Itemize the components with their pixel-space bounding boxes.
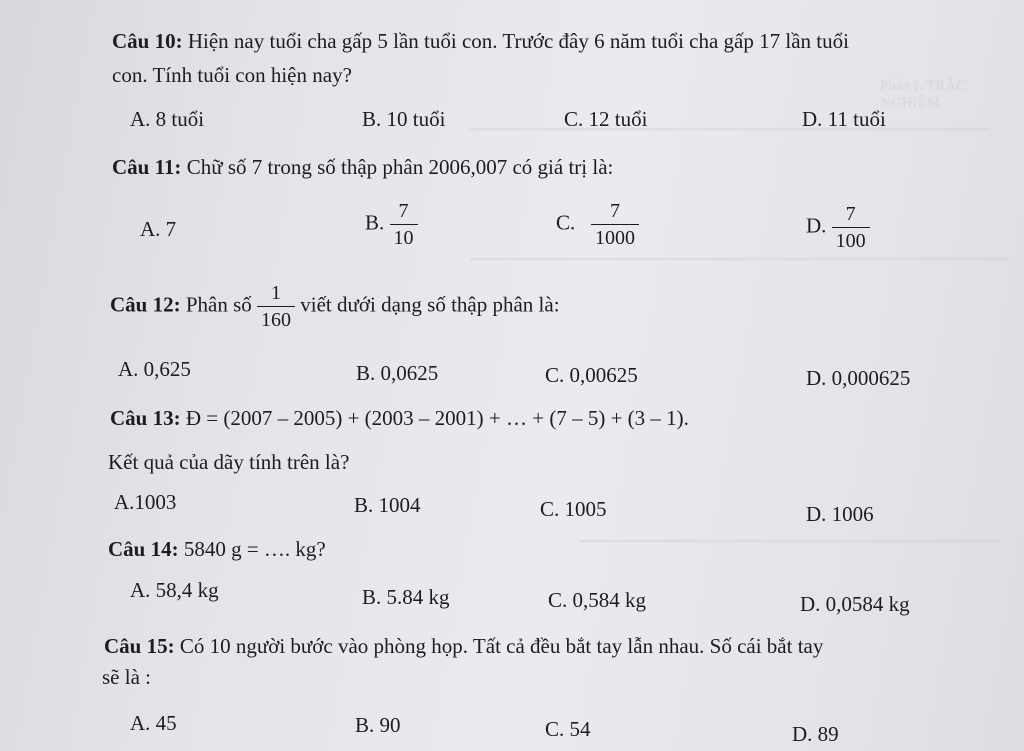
fraction-denominator: 1000 bbox=[591, 224, 639, 249]
question-15-line-1 bbox=[104, 635, 823, 658]
q12-option-c: C. 0,00625 bbox=[545, 363, 638, 387]
q10-option-a: A. 8 tuổi bbox=[130, 107, 205, 131]
question-11-text: Chữ số 7 trong số thập phân 2006,007 có giá trị là: bbox=[181, 155, 614, 179]
show-through-text: Phần I. TRẮC NGHIỆM bbox=[880, 78, 966, 111]
fraction-denominator: 160 bbox=[257, 306, 295, 331]
q11-option-a: A. 7 bbox=[140, 217, 177, 241]
question-10-label: Câu 10: bbox=[112, 29, 183, 53]
question-14-line bbox=[108, 538, 326, 561]
q14-option-d: D. 0,0584 kg bbox=[800, 592, 910, 616]
question-15-line-2: sẽ là : bbox=[102, 665, 151, 689]
q12-option-b: B. 0,0625 bbox=[356, 361, 439, 385]
q10-option-b: B. 10 tuổi bbox=[362, 107, 446, 131]
q11-option-b bbox=[365, 200, 418, 249]
q13-option-a: A.1003 bbox=[114, 490, 177, 514]
q11-option-d bbox=[806, 203, 870, 252]
show-through-text bbox=[580, 540, 1000, 542]
fraction-denominator: 10 bbox=[390, 224, 418, 249]
q10-option-d: D. 11 tuổi bbox=[802, 107, 886, 131]
question-12-fraction bbox=[257, 282, 295, 331]
q12-option-a: A. 0,625 bbox=[118, 357, 191, 381]
q10-option-c: C. 12 tuổi bbox=[564, 107, 648, 131]
q14-option-a: A. 58,4 kg bbox=[130, 578, 219, 602]
question-13-line-2: Kết quả của dãy tính trên là? bbox=[108, 450, 350, 474]
question-10-text: Hiện nay tuổi cha gấp 5 lần tuổi con. Trước đây 6 năm tuổi cha gấp 17 lần tuổi bbox=[182, 29, 849, 53]
question-12-line bbox=[110, 282, 560, 331]
question-11-line bbox=[112, 156, 613, 179]
show-through-text bbox=[470, 128, 990, 130]
question-14-text: 5840 g = …. kg? bbox=[178, 537, 326, 561]
q15-option-c: C. 54 bbox=[545, 717, 591, 741]
fraction-numerator: 7 bbox=[398, 200, 409, 222]
q11-option-b-fraction bbox=[390, 200, 418, 249]
q14-option-b: B. 5.84 kg bbox=[362, 585, 450, 609]
q15-option-a: A. 45 bbox=[130, 711, 177, 735]
q11-option-c-fraction bbox=[591, 200, 639, 249]
q12-option-d: D. 0,000625 bbox=[806, 366, 911, 390]
question-11-label: Câu 11: bbox=[112, 155, 182, 179]
q13-option-c: C. 1005 bbox=[540, 497, 607, 521]
show-through-text bbox=[470, 258, 1010, 260]
question-13-label: Câu 13: bbox=[110, 406, 181, 430]
question-10-line-1 bbox=[112, 30, 849, 53]
question-13-line-1 bbox=[110, 407, 689, 430]
question-12-text-before: Phân số bbox=[180, 292, 252, 317]
q14-option-c: C. 0,584 kg bbox=[548, 588, 647, 612]
fraction-numerator: 7 bbox=[845, 203, 856, 225]
q11-option-c bbox=[556, 200, 639, 249]
question-15-label: Câu 15: bbox=[104, 634, 175, 658]
q13-option-d: D. 1006 bbox=[806, 502, 874, 526]
question-15-text: Có 10 người bước vào phòng họp. Tất cả đều bắt tay lẫn nhau. Số cái bắt tay bbox=[174, 634, 824, 658]
q13-option-b: B. 1004 bbox=[354, 493, 421, 517]
q11-option-d-prefix: D. bbox=[806, 213, 827, 238]
question-10-line-2: con. Tính tuổi con hiện nay? bbox=[112, 63, 352, 87]
question-12-text-after: viết dưới dạng số thập phân là: bbox=[295, 292, 560, 317]
fraction-numerator: 7 bbox=[610, 200, 621, 222]
fraction-denominator: 100 bbox=[832, 227, 870, 252]
question-14-label: Câu 14: bbox=[108, 537, 179, 561]
q15-option-b: B. 90 bbox=[355, 713, 401, 737]
q11-option-d-fraction bbox=[832, 203, 870, 252]
fraction-numerator: 1 bbox=[271, 282, 282, 304]
q11-option-c-prefix: C. bbox=[556, 210, 576, 235]
q11-option-b-prefix: B. bbox=[365, 210, 385, 235]
question-13-expression: Đ = (2007 – 2005) + (2003 – 2001) + … + (7 – 5) + (3 – 1). bbox=[180, 406, 689, 430]
question-12-label: Câu 12: bbox=[110, 292, 181, 317]
q15-option-d: D. 89 bbox=[792, 722, 839, 746]
